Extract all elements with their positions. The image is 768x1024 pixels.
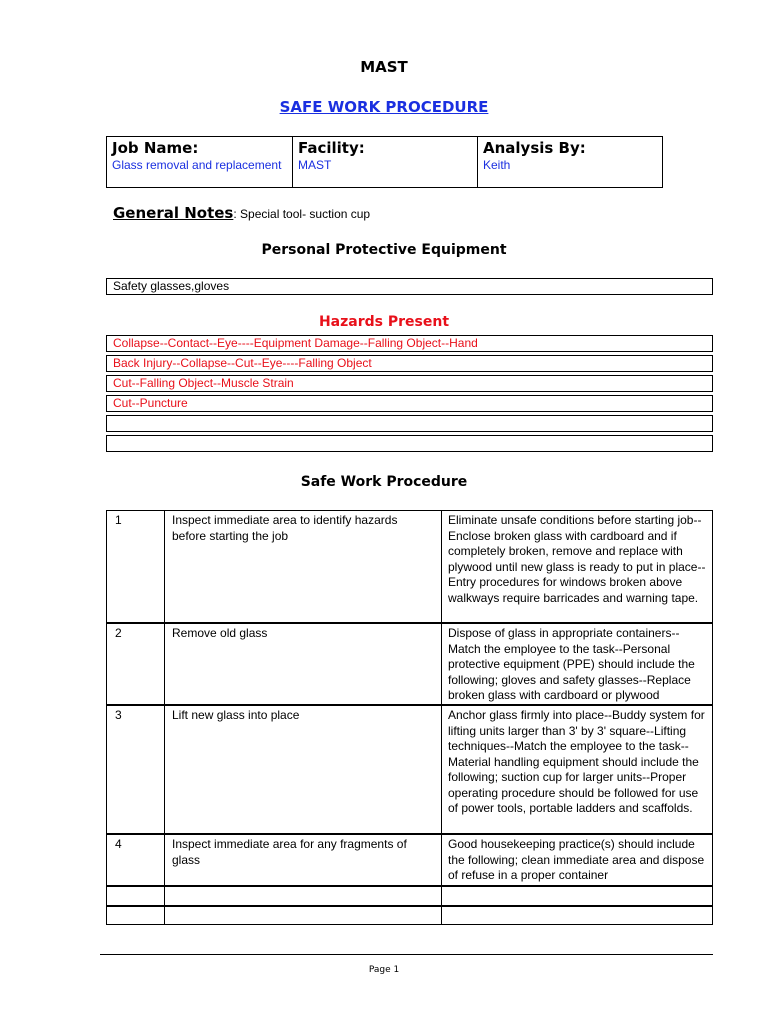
facility-value: MAST xyxy=(298,158,332,172)
step-controls: Good housekeeping practice(s) should include the following; clean immediate area and dispose of refuse in a proper container xyxy=(448,837,705,882)
procedure-row xyxy=(106,705,713,834)
document-title: SAFE WORK PROCEDURE xyxy=(279,98,489,116)
hazard-row: Cut--Puncture xyxy=(106,395,713,412)
general-notes-label: General Notes xyxy=(113,204,234,222)
page-number: Page 1 xyxy=(368,965,400,975)
step-controls xyxy=(442,887,712,905)
hazard-row: Cut--Falling Object--Muscle Strain xyxy=(106,375,713,392)
step-description xyxy=(165,887,442,905)
job-info-table xyxy=(106,136,663,188)
step-controls xyxy=(442,907,712,924)
footer-divider xyxy=(100,954,713,955)
analysis-cell xyxy=(478,137,662,187)
step-number: 1 xyxy=(107,511,165,622)
ppe-heading: Personal Protective Equipment xyxy=(261,242,507,258)
step-controls: Dispose of glass in appropriate containers--Match the employee to the task--Personal protective equipment (PPE) should include the following; gloves and safety glasses--Replace broken glass with cardboard or plywood xyxy=(448,626,695,702)
facility-cell xyxy=(293,137,478,187)
facility-label: Facility: xyxy=(298,139,365,157)
ppe-box: Safety glasses,gloves xyxy=(106,278,713,295)
job-name-cell xyxy=(107,137,293,187)
hazard-row xyxy=(106,415,713,432)
job-name-label: Job Name: xyxy=(112,139,199,157)
step-description: Remove old glass xyxy=(165,624,442,704)
step-controls: Anchor glass firmly into place--Buddy system for lifting units larger than 3' by 3' square--Lifting techniques--Match the employee to the task--Material handling equipment should include the following; suction cup for larger units--Proper operating procedure should be followed for use of power tools, portable ladders and scaffolds. xyxy=(448,708,705,815)
analysis-by-value: Keith xyxy=(483,158,511,172)
step-description: Lift new glass into place xyxy=(165,706,442,833)
general-notes-value: Special tool- suction cup xyxy=(240,207,371,221)
organization-title: MAST xyxy=(360,58,408,76)
step-description xyxy=(165,907,442,924)
hazards-heading: Hazards Present xyxy=(318,314,450,330)
hazard-row: Collapse--Contact--Eye----Equipment Damage--Falling Object--Hand xyxy=(106,335,713,352)
step-description: Inspect immediate area to identify hazards before starting the job xyxy=(165,511,442,622)
step-controls: Eliminate unsafe conditions before starting job--Enclose broken glass with cardboard and if completely broken, remove and replace with plywood until new glass is ready to put in place--Entry procedures for windows broken above walkways require barricades and warning tape. xyxy=(448,513,706,605)
general-notes-colon: : xyxy=(233,207,241,221)
step-number: 2 xyxy=(107,624,165,704)
procedure-row xyxy=(106,834,713,886)
job-name-value: Glass removal and replacement xyxy=(112,158,282,172)
hazard-row xyxy=(106,435,713,452)
general-notes xyxy=(113,204,370,222)
procedure-heading: Safe Work Procedure xyxy=(300,474,468,490)
step-number xyxy=(107,887,165,905)
step-number xyxy=(107,907,165,924)
step-description: Inspect immediate area for any fragments of glass xyxy=(165,835,442,885)
procedure-row-empty xyxy=(106,886,713,906)
procedure-row xyxy=(106,623,713,705)
step-number: 4 xyxy=(107,835,165,885)
procedure-row xyxy=(106,510,713,623)
procedure-row-empty xyxy=(106,906,713,925)
hazard-row: Back Injury--Collapse--Cut--Eye----Falling Object xyxy=(106,355,713,372)
analysis-by-label: Analysis By: xyxy=(483,139,586,157)
step-number: 3 xyxy=(107,706,165,833)
